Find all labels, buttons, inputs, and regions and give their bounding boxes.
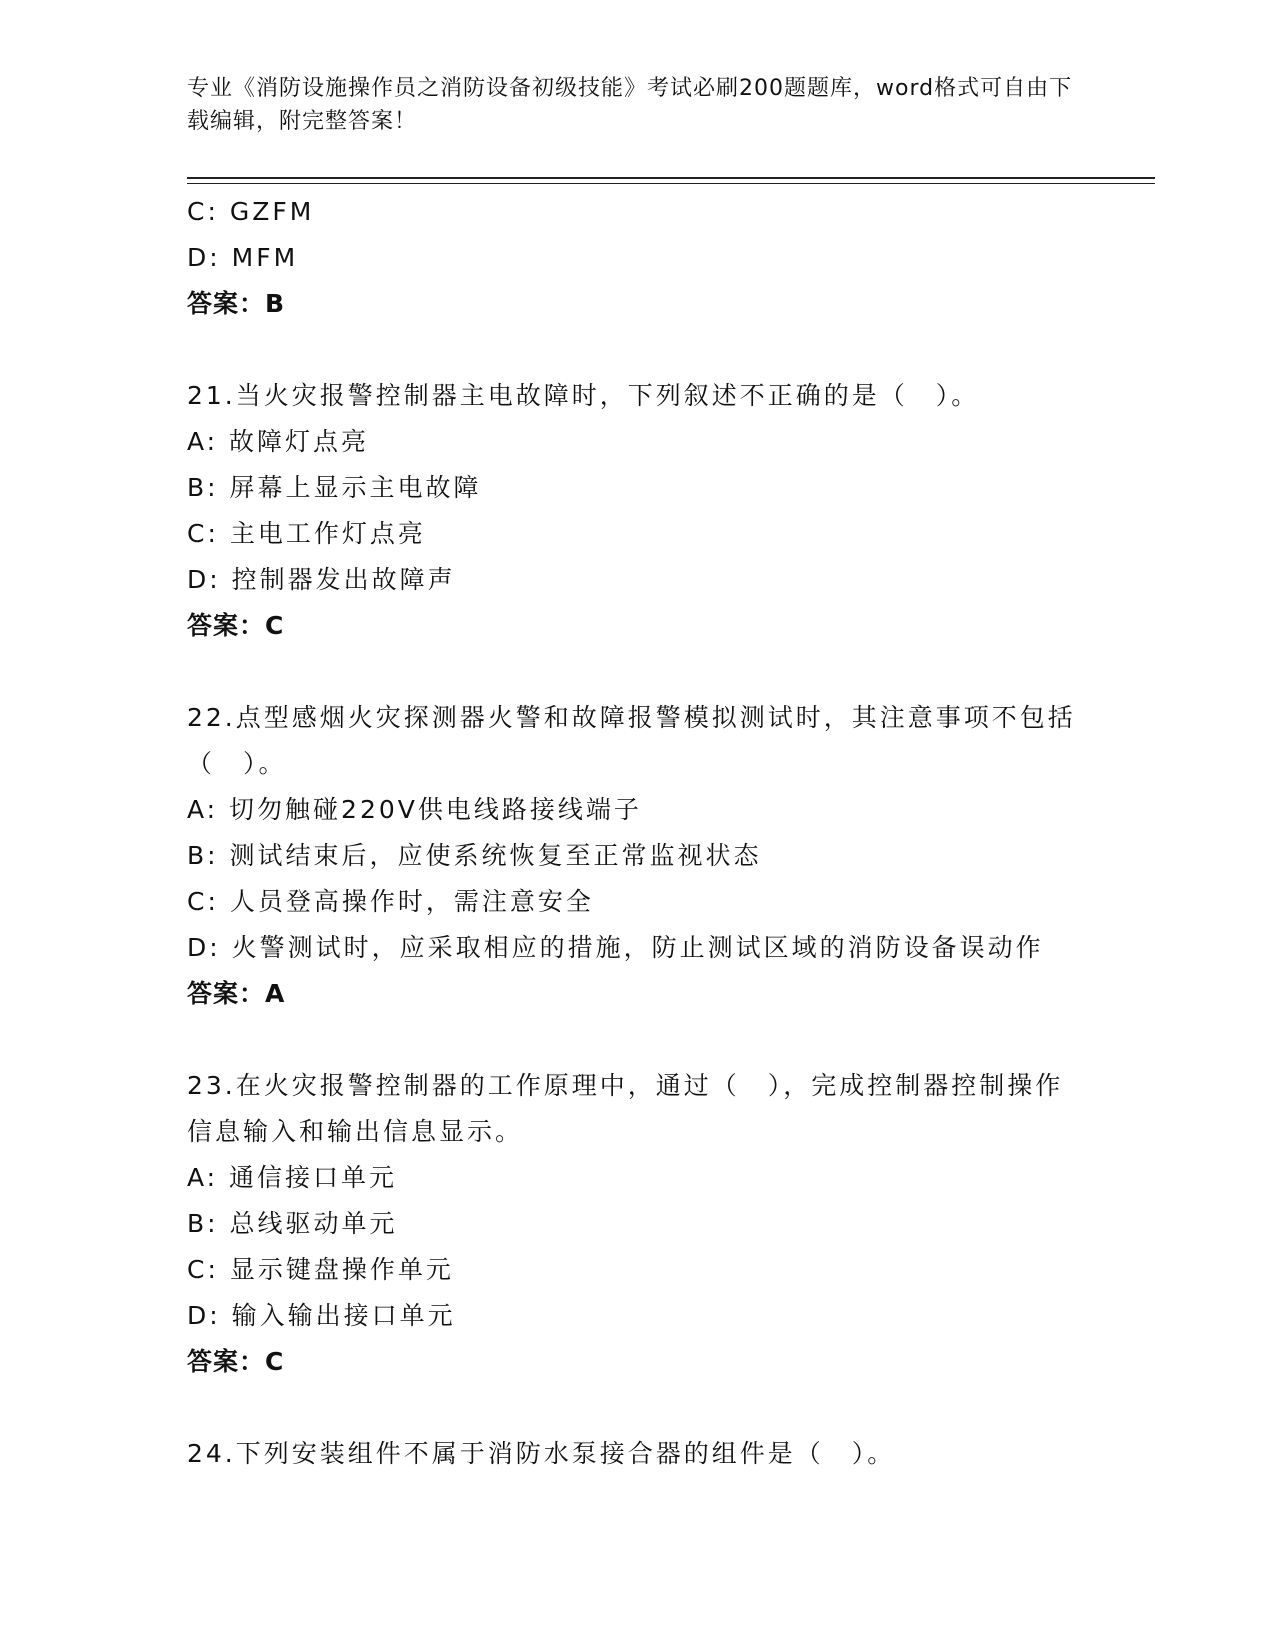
question-23 — [187, 1063, 1087, 1385]
question-stem: 22.点型感烟火灾探测器火警和故障报警模拟测试时，其注意事项不包括（ ）。 — [187, 703, 1076, 778]
option-b: B: 屏幕上显示主电故障 — [187, 473, 482, 502]
question-21 — [187, 373, 1087, 649]
spacer — [187, 327, 1087, 373]
question-stem: 24.下列安装组件不属于消防水泵接合器的组件是（ ）。 — [187, 1439, 896, 1468]
option-d: D: MFM — [187, 243, 299, 272]
header-rule-thick — [187, 177, 1155, 179]
option-b: B: 总线驱动单元 — [187, 1209, 398, 1238]
answer-label: 答案：B — [187, 289, 286, 318]
option-c: C: 主电工作灯点亮 — [187, 519, 426, 548]
option-d: D: 控制器发出故障声 — [187, 565, 456, 594]
question-24 — [187, 1431, 1087, 1477]
question-22 — [187, 695, 1087, 1017]
question-stem: 21.当火灾报警控制器主电故障时，下列叙述不正确的是（ ）。 — [187, 381, 980, 410]
spacer — [187, 1385, 1087, 1431]
option-c: C: 人员登高操作时，需注意安全 — [187, 887, 594, 916]
header-rule-thin — [187, 183, 1155, 184]
question-list — [187, 189, 1087, 1477]
document-header: 专业《消防设施操作员之消防设备初级技能》考试必刷200题题库，word格式可自由下载编辑，附完整答案！ — [187, 76, 1073, 134]
option-c: C: 显示键盘操作单元 — [187, 1255, 454, 1284]
option-a: A: 切勿触碰220V供电线路接线端子 — [187, 795, 642, 824]
spacer — [187, 649, 1087, 695]
option-d: D: 火警测试时，应采取相应的措施，防止测试区域的消防设备误动作 — [187, 933, 1044, 962]
option-c: C: GZFM — [187, 197, 315, 226]
option-a: A: 故障灯点亮 — [187, 427, 370, 456]
question-stem: 23.在火灾报警控制器的工作原理中，通过（ ），完成控制器控制操作信息输入和输出信息显示。 — [187, 1071, 1064, 1146]
answer-label: 答案：C — [187, 1347, 285, 1376]
option-a: A: 通信接口单元 — [187, 1163, 398, 1192]
spacer — [187, 1017, 1087, 1063]
answer-label: 答案：A — [187, 979, 286, 1008]
answer-label: 答案：C — [187, 611, 285, 640]
option-b: B: 测试结束后，应使系统恢复至正常监视状态 — [187, 841, 762, 870]
option-d: D: 输入输出接口单元 — [187, 1301, 456, 1330]
